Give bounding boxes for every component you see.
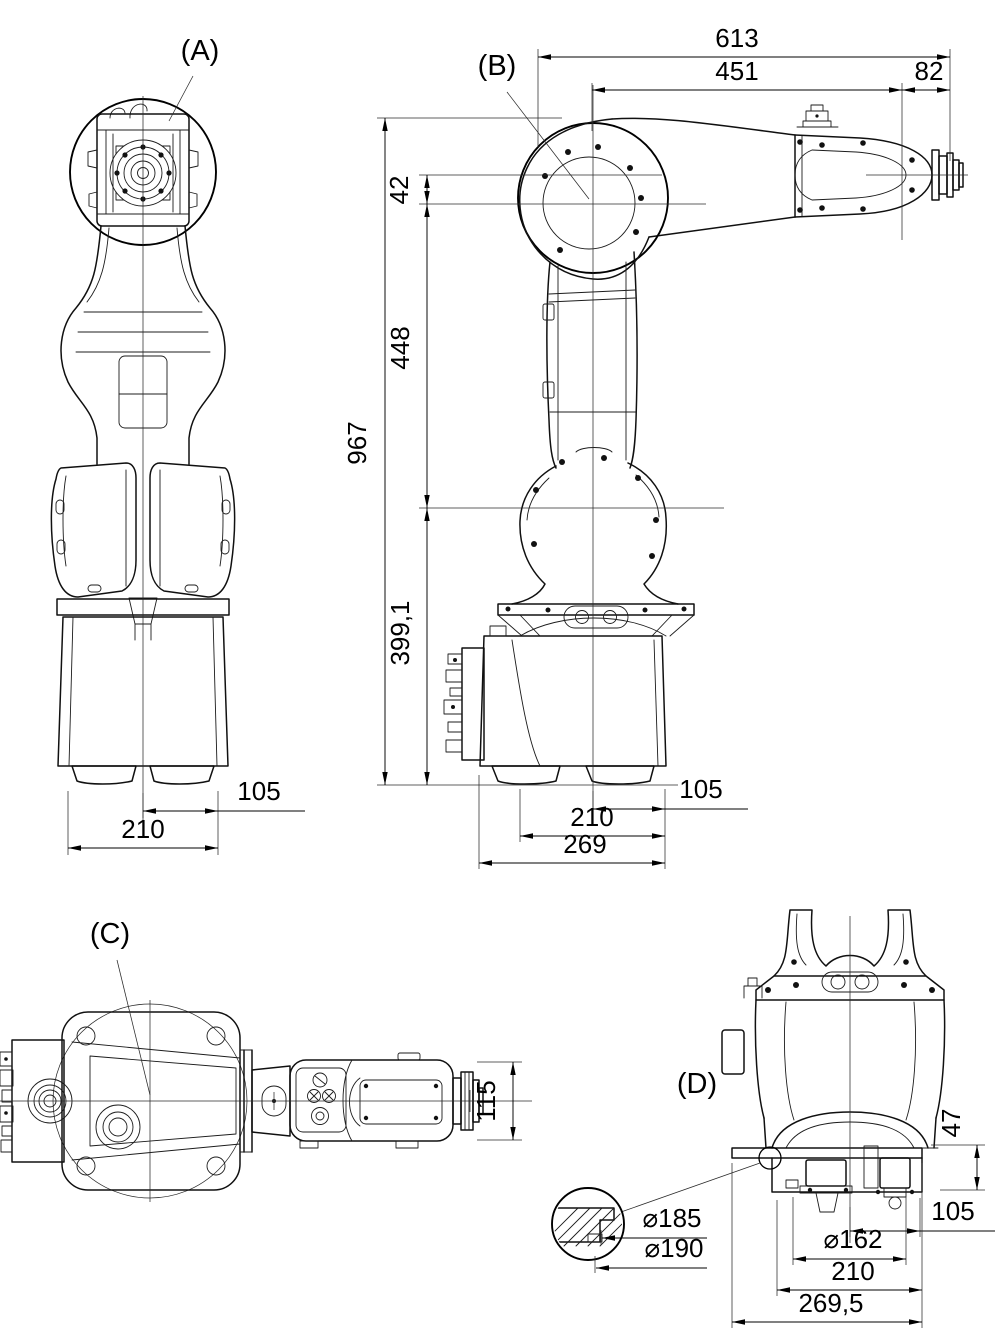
dim-label: 451 [715, 56, 759, 86]
dim-front-105 [143, 776, 305, 855]
dim-label: 269 [563, 829, 607, 859]
view-label-leader-top [117, 960, 150, 1095]
side-wrist-capsule [795, 135, 932, 217]
side-view-robot [444, 105, 963, 784]
view-label-rear: (D) [676, 1068, 718, 1100]
front-top-bumps [110, 104, 147, 118]
side-shoulder-bell [512, 463, 678, 604]
dim-label: 42 [384, 175, 414, 205]
dim-side-967 [342, 118, 678, 785]
dim-label: 105 [237, 776, 281, 806]
dimension-annotations [0, 23, 995, 1328]
dim-label: ⌀162 [823, 1224, 883, 1254]
view-label-side: (B) [477, 50, 517, 82]
dim-side-451 [592, 56, 902, 240]
rear-view-robot [540, 910, 945, 1273]
dim-label: 210 [121, 814, 165, 844]
side-forearm-top-edge [612, 118, 795, 135]
top-connector-panel [296, 1068, 346, 1132]
dim-label: 967 [342, 421, 372, 465]
rear-connector-recess [772, 1158, 922, 1192]
side-elbow-housing [520, 119, 649, 279]
dim-side-82 [902, 56, 950, 90]
front-upper-arm-right-edge [185, 226, 225, 464]
rear-side-cover [722, 1030, 744, 1074]
dim-label: 82 [914, 56, 944, 86]
dim-label: 47 [936, 1108, 966, 1138]
dim-label: 210 [831, 1256, 875, 1286]
dim-label: 269,5 [798, 1288, 864, 1318]
top-forearm-shroud [290, 1060, 453, 1141]
side-base-connectors [444, 654, 462, 752]
dim-side-613 [538, 23, 950, 161]
top-rear-connectors [0, 1052, 13, 1152]
side-top-sensor [797, 105, 838, 127]
side-forearm-bottom-edge [649, 217, 795, 237]
side-base-body [480, 636, 666, 766]
view-label-front: (A) [180, 35, 220, 67]
dim-label: 399,1 [385, 600, 415, 666]
side-upper-arm-link [547, 252, 637, 468]
dim-label: 613 [715, 23, 759, 53]
dim-label: ⌀190 [644, 1233, 704, 1263]
dim-label: 448 [385, 326, 415, 370]
dim-label: 115 [471, 1080, 501, 1122]
dim-label: ⌀185 [642, 1203, 702, 1233]
view-label-top: (C) [89, 918, 131, 950]
dim-label: 210 [570, 802, 614, 832]
dim-rear-47 [931, 1109, 985, 1190]
front-lower-arm-left-shroud [51, 463, 136, 597]
front-upper-arm-left-edge [61, 226, 101, 464]
dim-side-105 [593, 774, 748, 869]
side-base-feet [492, 766, 654, 784]
top-wrist-gearbox [360, 1080, 442, 1124]
dim-side-399,1 [385, 508, 427, 785]
detail-callout-circle [552, 1188, 624, 1260]
dim-label: 105 [931, 1196, 975, 1226]
front-lower-arm-right-shroud [150, 463, 235, 597]
dim-label: 105 [679, 774, 723, 804]
